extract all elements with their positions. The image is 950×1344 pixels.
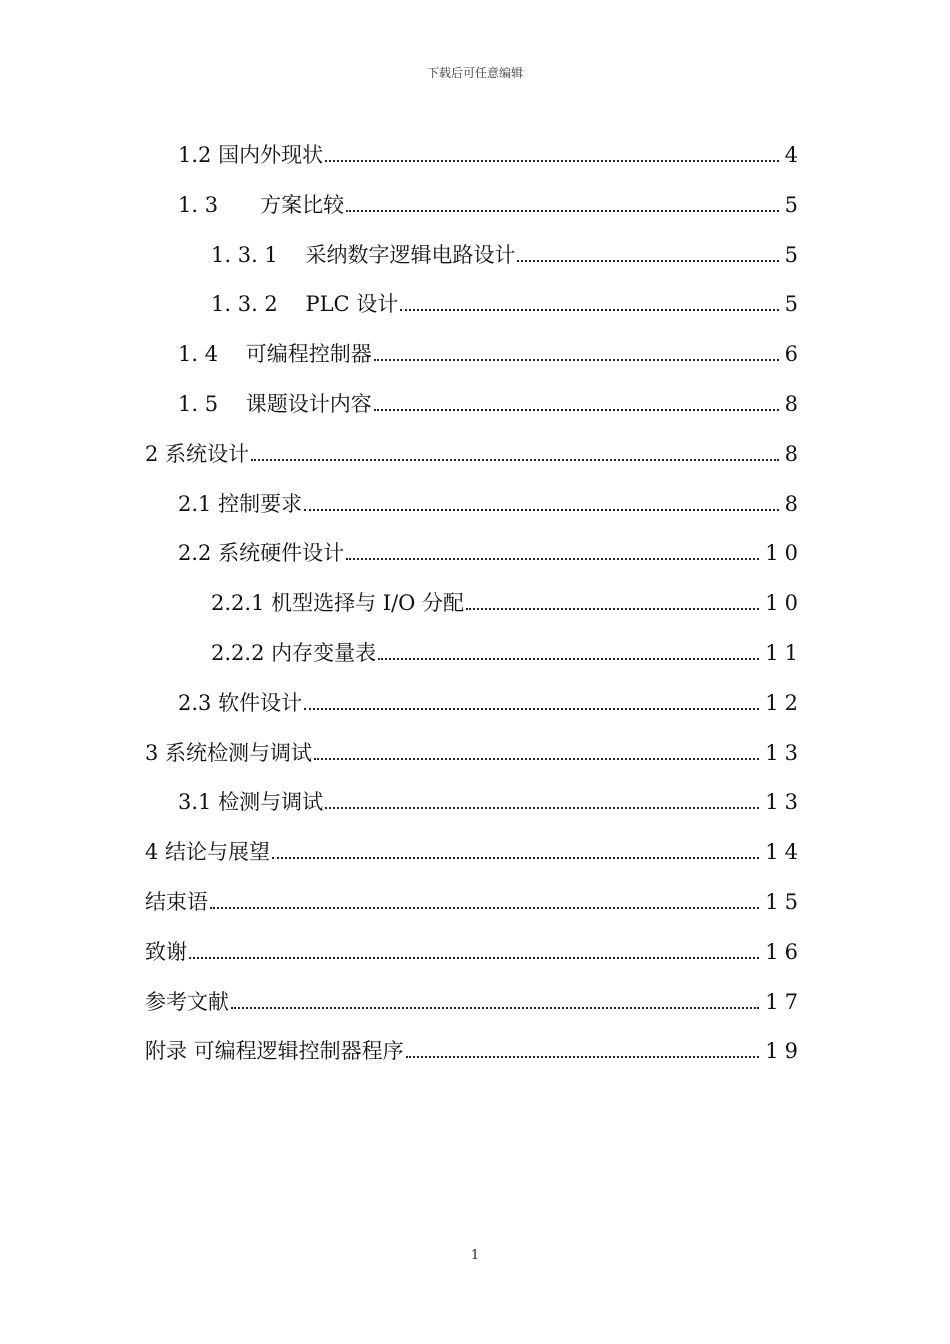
toc-entry[interactable] bbox=[145, 875, 804, 915]
toc-dot-leader bbox=[374, 409, 779, 411]
toc-entry-label: 参考文献 bbox=[145, 989, 229, 1014]
toc-entry-label: 2.2.1 机型选择与 I/O 分配 bbox=[211, 591, 465, 616]
toc-entry-page-number: 16 bbox=[765, 939, 804, 964]
toc-entry-label: 2.3 软件设计 bbox=[178, 690, 303, 715]
toc-entry-page-number: 10 bbox=[765, 591, 804, 616]
toc-dot-leader bbox=[314, 758, 759, 760]
toc-dot-leader bbox=[251, 459, 779, 461]
toc-entry-label: 1. 3. 1 采纳数字逻辑电路设计 bbox=[211, 242, 516, 267]
toc-entry-page-number: 11 bbox=[765, 641, 804, 665]
toc-entry-label: 3.1 检测与调试 bbox=[178, 790, 324, 815]
toc-dot-leader bbox=[400, 309, 778, 311]
toc-entry[interactable] bbox=[211, 228, 804, 268]
toc-entry[interactable] bbox=[178, 775, 804, 815]
toc-entry[interactable] bbox=[211, 576, 804, 616]
toc-entry-label: 2.2.2 内存变量表 bbox=[211, 641, 377, 665]
toc-entry[interactable] bbox=[178, 128, 804, 168]
toc-entry-page-number: 6 bbox=[784, 342, 804, 367]
toc-dot-leader bbox=[325, 160, 779, 162]
toc-entry-label: 1. 4 可编程控制器 bbox=[178, 342, 372, 367]
toc-entry[interactable] bbox=[178, 676, 804, 716]
toc-entry-page-number: 10 bbox=[765, 541, 804, 566]
toc-entry-page-number: 14 bbox=[765, 840, 804, 865]
toc-entry-label: 4 结论与展望 bbox=[145, 840, 271, 865]
toc-dot-leader bbox=[517, 260, 778, 262]
toc-entry[interactable] bbox=[178, 327, 804, 367]
toc-entry-label: 3 系统检测与调试 bbox=[145, 740, 313, 765]
toc-entry-page-number: 17 bbox=[765, 989, 804, 1014]
toc-dot-leader bbox=[210, 907, 759, 909]
toc-dot-leader bbox=[272, 857, 759, 859]
toc-entry[interactable] bbox=[211, 277, 804, 317]
toc-entry-label: 2.2 系统硬件设计 bbox=[178, 541, 345, 566]
toc-entry-page-number: 4 bbox=[784, 143, 804, 167]
toc-dot-leader bbox=[346, 558, 759, 560]
toc-entry-page-number: 12 bbox=[765, 690, 804, 715]
toc-entry[interactable] bbox=[145, 1024, 804, 1064]
toc-entry[interactable] bbox=[145, 975, 804, 1015]
toc-dot-leader bbox=[304, 708, 759, 710]
page-header: 下载后可任意编辑 bbox=[426, 66, 523, 80]
toc-dot-leader bbox=[466, 608, 759, 610]
toc-entry-page-number: 19 bbox=[765, 1039, 804, 1064]
toc-entry-label: 2 系统设计 bbox=[145, 441, 250, 466]
toc-entry-label: 1.2 国内外现状 bbox=[178, 143, 324, 167]
toc-entry-label: 结束语 bbox=[145, 890, 208, 914]
toc-entry-page-number: 13 bbox=[765, 790, 804, 815]
toc-entry-page-number: 8 bbox=[784, 441, 804, 466]
page-number: 1 bbox=[470, 1248, 480, 1263]
toc-entry[interactable] bbox=[178, 178, 804, 218]
toc-entry-page-number: 8 bbox=[784, 491, 804, 516]
toc-entry-label: 1. 3. 2 PLC 设计 bbox=[211, 292, 399, 317]
toc-dot-leader bbox=[374, 359, 779, 361]
toc-entry[interactable] bbox=[145, 726, 804, 766]
toc-entry[interactable] bbox=[145, 427, 804, 467]
toc-entry-page-number: 8 bbox=[784, 392, 804, 416]
toc-entry[interactable] bbox=[145, 925, 804, 965]
toc-dot-leader bbox=[304, 509, 779, 511]
toc-entry-page-number: 5 bbox=[784, 292, 804, 317]
toc-entry[interactable] bbox=[178, 477, 804, 517]
toc-dot-leader bbox=[406, 1056, 760, 1058]
toc-dot-leader bbox=[325, 807, 759, 809]
toc-dot-leader bbox=[378, 658, 759, 660]
toc-entry-page-number: 13 bbox=[765, 740, 804, 765]
toc-entry-page-number: 5 bbox=[784, 242, 804, 267]
toc-entry-label: 1. 5 课题设计内容 bbox=[178, 392, 372, 416]
toc-dot-leader bbox=[231, 1007, 759, 1009]
toc-dot-leader bbox=[189, 957, 759, 959]
toc-entry-page-number: 5 bbox=[784, 192, 804, 217]
toc-entry-label: 1. 3 方案比较 bbox=[178, 192, 345, 217]
toc-entry-label: 2.1 控制要求 bbox=[178, 491, 303, 516]
toc-entry-label: 附录 可编程逻辑控制器程序 bbox=[145, 1039, 404, 1064]
toc-entry[interactable] bbox=[145, 825, 804, 865]
toc-entry[interactable] bbox=[178, 377, 804, 417]
toc-entry-label: 致谢 bbox=[145, 939, 187, 964]
toc-entry-page-number: 15 bbox=[765, 890, 804, 914]
toc-entry[interactable] bbox=[211, 626, 804, 666]
toc-entry[interactable] bbox=[178, 526, 804, 566]
toc-dot-leader bbox=[346, 210, 779, 212]
